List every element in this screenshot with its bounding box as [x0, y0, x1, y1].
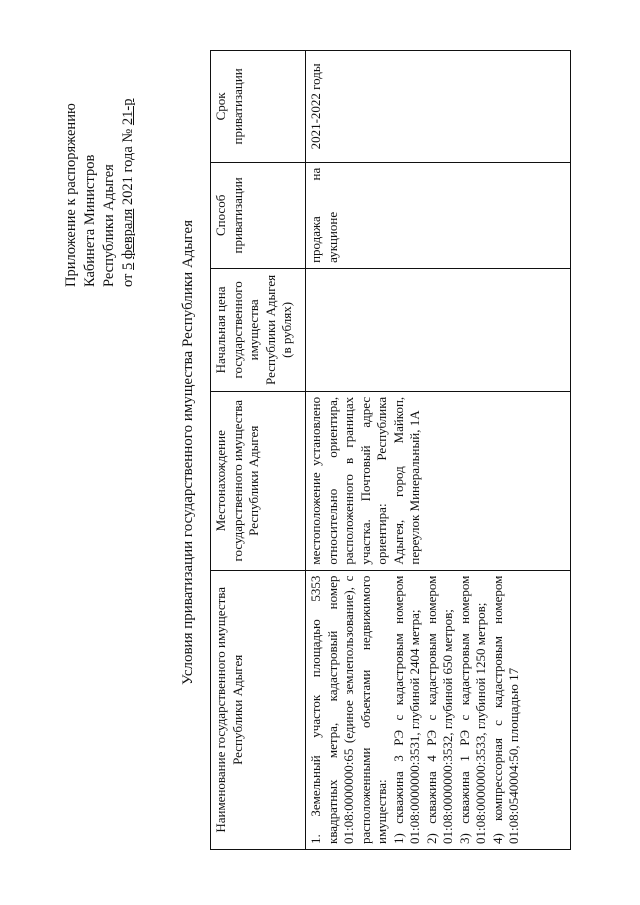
- name-item: 1. Земельный участок площадью 5353 квадратных метра, кадастровый номер 01:08:0000000:65 (единое землепользование), с расположенными объектами недвижимого имущества:: [308, 575, 389, 844]
- header-method: Способ приватизации: [211, 162, 306, 268]
- header-location: Местонахождение государственного имущества Республики Адыгея: [211, 391, 306, 570]
- cell-method: продажа на аукционе: [306, 162, 571, 268]
- annex-date-year: 2021 года: [120, 146, 136, 206]
- annex-date-day: 5: [120, 262, 136, 270]
- cell-location: местоположение установлено относительно ориентира, расположенного в границах участка. Почтовый адрес ориентира: Республика Адыгея, город Майкоп, переулок Минеральный, 1А: [306, 391, 571, 570]
- header-term: Срок приватизации: [211, 51, 306, 163]
- annex-line-3: Республики Адыгея: [101, 164, 117, 287]
- table-header-row: [211, 51, 306, 850]
- name-item: 3) скважина 1 РЭ с кадастровым номером 01:08:0000000:3533, глубиной 1250 метров;: [456, 575, 488, 844]
- annex-date-month: февраля: [120, 208, 136, 260]
- document-title: Условия приватизации государственного имущества Республики Адыгея: [180, 220, 196, 685]
- cell-term: 2021-2022 годы: [306, 51, 571, 163]
- name-item: 4) компрессорная с кадастровым номером 01:08:0540004:50, площадью 17: [489, 575, 521, 844]
- name-item: 2) скважина 4 РЭ с кадастровым номером 01:08:0000000:3532, глубиной 650 метров;: [423, 575, 455, 844]
- name-item: 1) скважина 3 РЭ с кадастровым номером 01:08:0000000:3531, глубиной 2404 метра;: [390, 575, 422, 844]
- annex-number-sign: №: [120, 128, 136, 143]
- annex-line-2: Кабинета Министров: [82, 154, 98, 287]
- annex-block: [62, 27, 138, 287]
- table-row: [306, 51, 571, 850]
- annex-date-line: [119, 27, 138, 287]
- cell-name: [306, 570, 571, 849]
- annex-number: 21-р: [120, 98, 136, 126]
- header-name: Наименование государственного имущества Республики Адыгея: [211, 570, 306, 849]
- header-price: Начальная цена государственного имущества Республики Адыгея (в рублях): [211, 268, 306, 391]
- privatization-table: [210, 50, 571, 850]
- cell-price: [306, 268, 571, 391]
- annex-line-1: Приложение к распоряжению: [63, 103, 79, 287]
- annex-from: от: [120, 273, 136, 287]
